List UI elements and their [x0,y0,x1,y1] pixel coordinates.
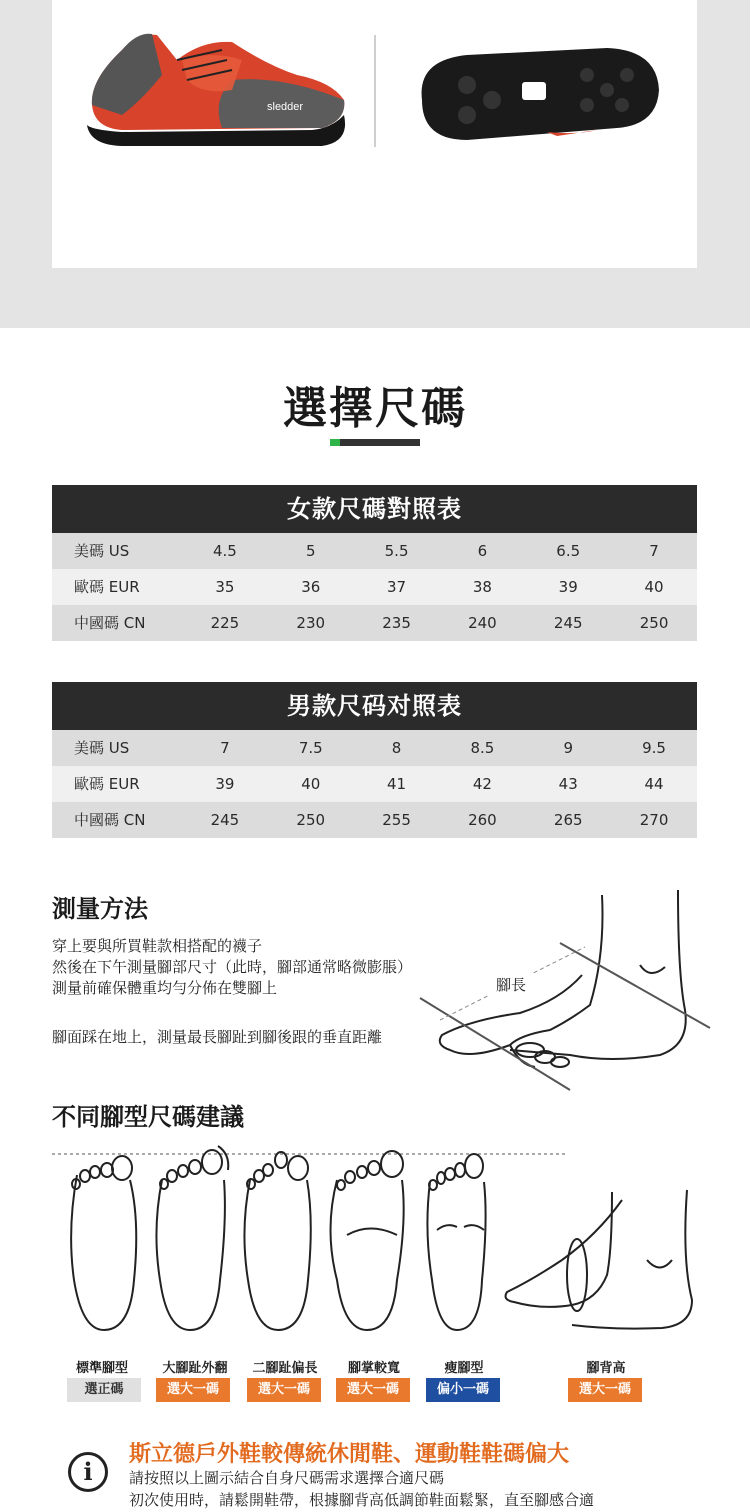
table-cell: 42 [472,775,492,793]
table-cell: 8.5 [470,739,495,757]
shoe-brand-text: sledder [267,101,304,113]
image-divider [374,35,376,147]
title-underline-accent [330,439,340,446]
table-cell: 9 [563,739,573,757]
measure-line: 測量前確保體重均勻分佈在雙腳上 [52,979,278,997]
notice-line: 初次使用時，請鬆開鞋帶，根據腳背高低調節鞋面鬆緊，直至腳感合適 [129,1491,595,1509]
measure-heading: 測量方法 [52,895,148,923]
men-size-table [52,682,697,838]
row-label: 歐碼 EUR [74,775,140,793]
table-row [52,605,697,641]
measure-extra-line: 腳面踩在地上，測量最長腳趾到腳後跟的垂直距離 [52,1028,383,1046]
size-recommendation-badge: 偏小一碼 [426,1378,500,1402]
table-cell: 245 [553,614,583,632]
size-recommendation-badge: 選正碼 [67,1378,141,1402]
table-cell: 39 [558,578,578,596]
table-cell: 36 [301,578,321,596]
foot-length-label: 腳長 [490,972,532,997]
table-cell: 245 [210,811,240,829]
table-cell: 255 [382,811,411,829]
size-recommendation-badge: 選大一碼 [247,1378,321,1402]
row-label: 中國碼 CN [74,811,146,829]
foot-type-label: 瘦腳型 [444,1361,484,1376]
table-cell: 7 [220,739,230,757]
foot-type-label: 標準腳型 [75,1361,128,1376]
row-label: 中國碼 CN [74,614,146,632]
table-cell: 6.5 [556,542,581,560]
page-title: 選擇尺碼 [283,383,467,434]
shoe-sole-image [407,40,667,150]
measure-line: 然後在下午測量腳部尺寸（此時，腳部通常略微膨脹） [52,958,413,976]
table-cell: 7 [649,542,659,560]
foot-type-label: 腳背高 [586,1361,626,1376]
table-cell: 235 [382,614,411,632]
table-cell: 8 [391,739,402,757]
row-label: 美碼 US [74,739,130,757]
size-recommendation-badge: 選大一碼 [568,1378,642,1402]
table-cell: 5 [305,542,316,560]
notice-line: 請按照以上圖示結合自身尺碼需求選擇合適尺碼 [129,1469,445,1487]
product-card [52,0,697,268]
table-cell: 240 [468,614,497,632]
notice-title: 斯立德戶外鞋較傳統休閒鞋、運動鞋鞋碼偏大 [129,1442,570,1467]
table-cell: 225 [210,614,240,632]
size-recommendation-badge: 選大一碼 [336,1378,410,1402]
table-cell: 40 [301,775,321,793]
table-row [52,802,697,838]
table-row [52,766,697,802]
table-cell: 9.5 [642,739,666,757]
table-cell: 230 [296,614,326,632]
table-row [52,569,697,605]
men-table-title: 男款尺码对照表 [52,682,697,730]
table-cell: 260 [468,811,497,829]
table-cell: 35 [215,578,235,596]
foot-type-label: 二腳趾偏長 [252,1361,318,1376]
table-cell: 6 [477,542,488,560]
table-cell: 41 [387,775,407,793]
table-cell: 5.5 [384,542,409,560]
row-label: 美碼 US [74,542,130,560]
measure-instructions [52,936,412,999]
table-cell: 37 [387,578,407,596]
table-cell: 43 [558,775,578,793]
table-cell: 7.5 [298,739,323,757]
women-table-title: 女款尺碼對照表 [52,485,697,533]
table-cell: 39 [215,775,235,793]
table-cell: 40 [644,578,664,596]
shoe-side-image [82,20,352,150]
table-cell: 250 [296,811,326,829]
table-cell: 44 [644,775,664,793]
measure-line: 穿上要與所買鞋款相搭配的襪子 [52,937,263,955]
table-cell: 270 [639,811,669,829]
table-row [52,533,697,569]
women-size-table [52,485,697,641]
table-cell: 38 [472,578,492,596]
table-row [52,730,697,766]
size-recommendation-badge: 選大一碼 [156,1378,230,1402]
foot-type-label: 腳掌較寬 [347,1361,400,1376]
foot-length-diagram [410,885,720,1100]
table-cell: 265 [553,811,583,829]
table-cell: 250 [639,614,669,632]
table-cell: 4.5 [212,542,237,560]
info-icon: i [68,1452,108,1492]
title-underline [330,439,420,446]
foot-type-label: 大腳趾外翻 [162,1361,228,1376]
foot-types-heading: 不同腳型尺碼建議 [52,1103,244,1131]
row-label: 歐碼 EUR [74,578,140,596]
foot-types-diagram [52,1140,697,1340]
